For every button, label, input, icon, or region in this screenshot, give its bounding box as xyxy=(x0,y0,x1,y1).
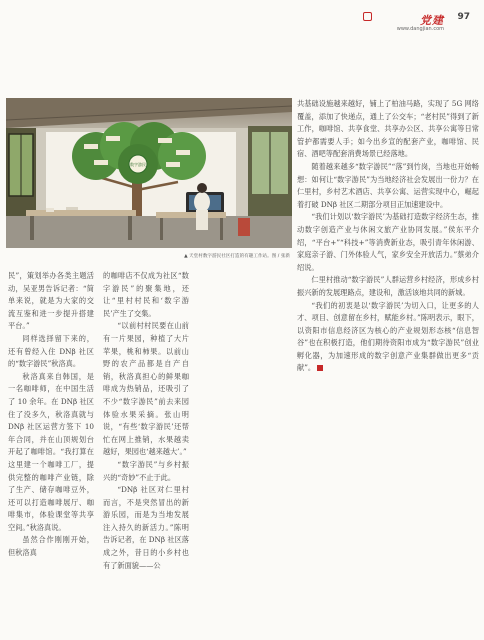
paragraph: 随着越来越多“数字游民”“落”到竹岗，当地也开始畅想：如何让“数字游民”为当地经济社会发展出一份力？在仁里村，乡村艺术酒店、共享公寓、运营实现中心，崛起着打破 DNβ 社区二期部分项目正加速建设中。 xyxy=(297,161,479,209)
paragraph: 虽然合作刚刚开始，但秋洛真 xyxy=(8,535,94,558)
text-column-2 xyxy=(103,270,189,572)
office-photo-illustration xyxy=(6,98,292,248)
masthead-logo: 党建 xyxy=(420,14,444,27)
text-column-3 xyxy=(297,98,479,375)
masthead-url: www.dangjian.com xyxy=(396,26,444,32)
page-header xyxy=(336,6,476,46)
paragraph: 共基础设施越来越好，铺上了柏油马路，实现了 5G 网络覆盖，添加了快递点，通上了公交车；“老村民”得到了新工作，咖啡馆、共享食堂、共享办公区、共享公寓等日常管护都需要人手；如今出乡宣的配套产业，咖啡馆、民宿、酒吧等配套消费场景已经落地。 xyxy=(297,99,479,159)
masthead-seal-icon xyxy=(363,12,372,21)
paragraph: “我们计划以‘数字游民’为基础打造数字经济生态，推动数字创造产业与休闲文旅产业协同发展。”侯东平介绍，“平台+”“科技+”等消费新业态，吸引青年休闲游、家庭亲子游、门外体验人气，家乡安全开放活力。”蔡弟介绍说。 xyxy=(297,212,479,272)
paragraph: “以前村村民要在山前有一片果园，种植了大片苹果，桃和柿果。以前山野的农产品都是自产自销，秋洛真担心的鲜果咖啡成为热销品，还吸引了不少“数字游民”前去来园体验水果采摘。张山明说，“有些‘数字游民’还帮忙在网上推销，水果越卖越好，果园也‘越来越大’。” xyxy=(103,321,189,457)
photo-caption: ▲ 天堂村数字游民社区打造的有趣工作站。图 / 张新 xyxy=(184,254,290,259)
paragraph: “数字游民”与乡村振兴的“奇妙”不止于此。 xyxy=(103,459,189,482)
text-column-1 xyxy=(8,270,94,560)
article-photo xyxy=(6,98,292,248)
paragraph-final: “我们的初衷是以‘数字游民’为切入口，让更多的人才、项目、创意留在乡村，赋能乡村。”陈明表示，眼下，以资阳市信息经济区为核心的产业规划形态核“信息智谷”也在积极打造，他们期待资阳市成为“数字游民”创业孵化器，为加速形成的数字创意产业集群做出更多“贡献”。 xyxy=(297,300,479,373)
paragraph: 仁里村推动“数字游民”人群运营乡村经济，形成乡村振兴新的发展理路点，建设和，激活该地共同的新城。 xyxy=(297,275,479,297)
page-number: 97 xyxy=(457,12,470,22)
mural-center-label: 数字游民 xyxy=(130,162,146,167)
paragraph: 民”，策划举办各类主题活动，吴亚男告诉记者：“简单来说，就是为大家的交流互鉴和进一步提升搭建平台。” xyxy=(8,271,94,331)
paragraph: “DNβ 社区对仁里村而言，不是突然冒出的新游乐园，而是为当地发展注入持久的新活力。”陈明告诉记者，在 DNβ 社区落成之外，昔日的小乡村也有了新面貌——公 xyxy=(103,485,189,570)
paragraph: 同样选择留下来的，还有曾经入住 DNβ 社区的“数字游民”秋洛真。 xyxy=(8,333,94,369)
end-mark-icon xyxy=(317,365,323,371)
paragraph: 的咖啡店不仅成为社区“数字游民”的聚集地，还让“里村村民和‘数字游民’产生了交集。 xyxy=(103,271,189,318)
paragraph: 秋洛真来自韩国，是一名咖啡师，在中国生活了 10 余年。在 DNβ 社区住了没多久，秋洛真就与 DNβ 社区运营方签下 10 年合同，并在山顶规划台开起了咖啡馆。“我打算在这里建一个咖啡工厂，提供完整的咖啡产业链，除了生产、储存咖啡豆外，还可以打造咖啡展厅、咖啡集市，体验课堂等共享空间。”秋洛真说。 xyxy=(8,371,94,532)
